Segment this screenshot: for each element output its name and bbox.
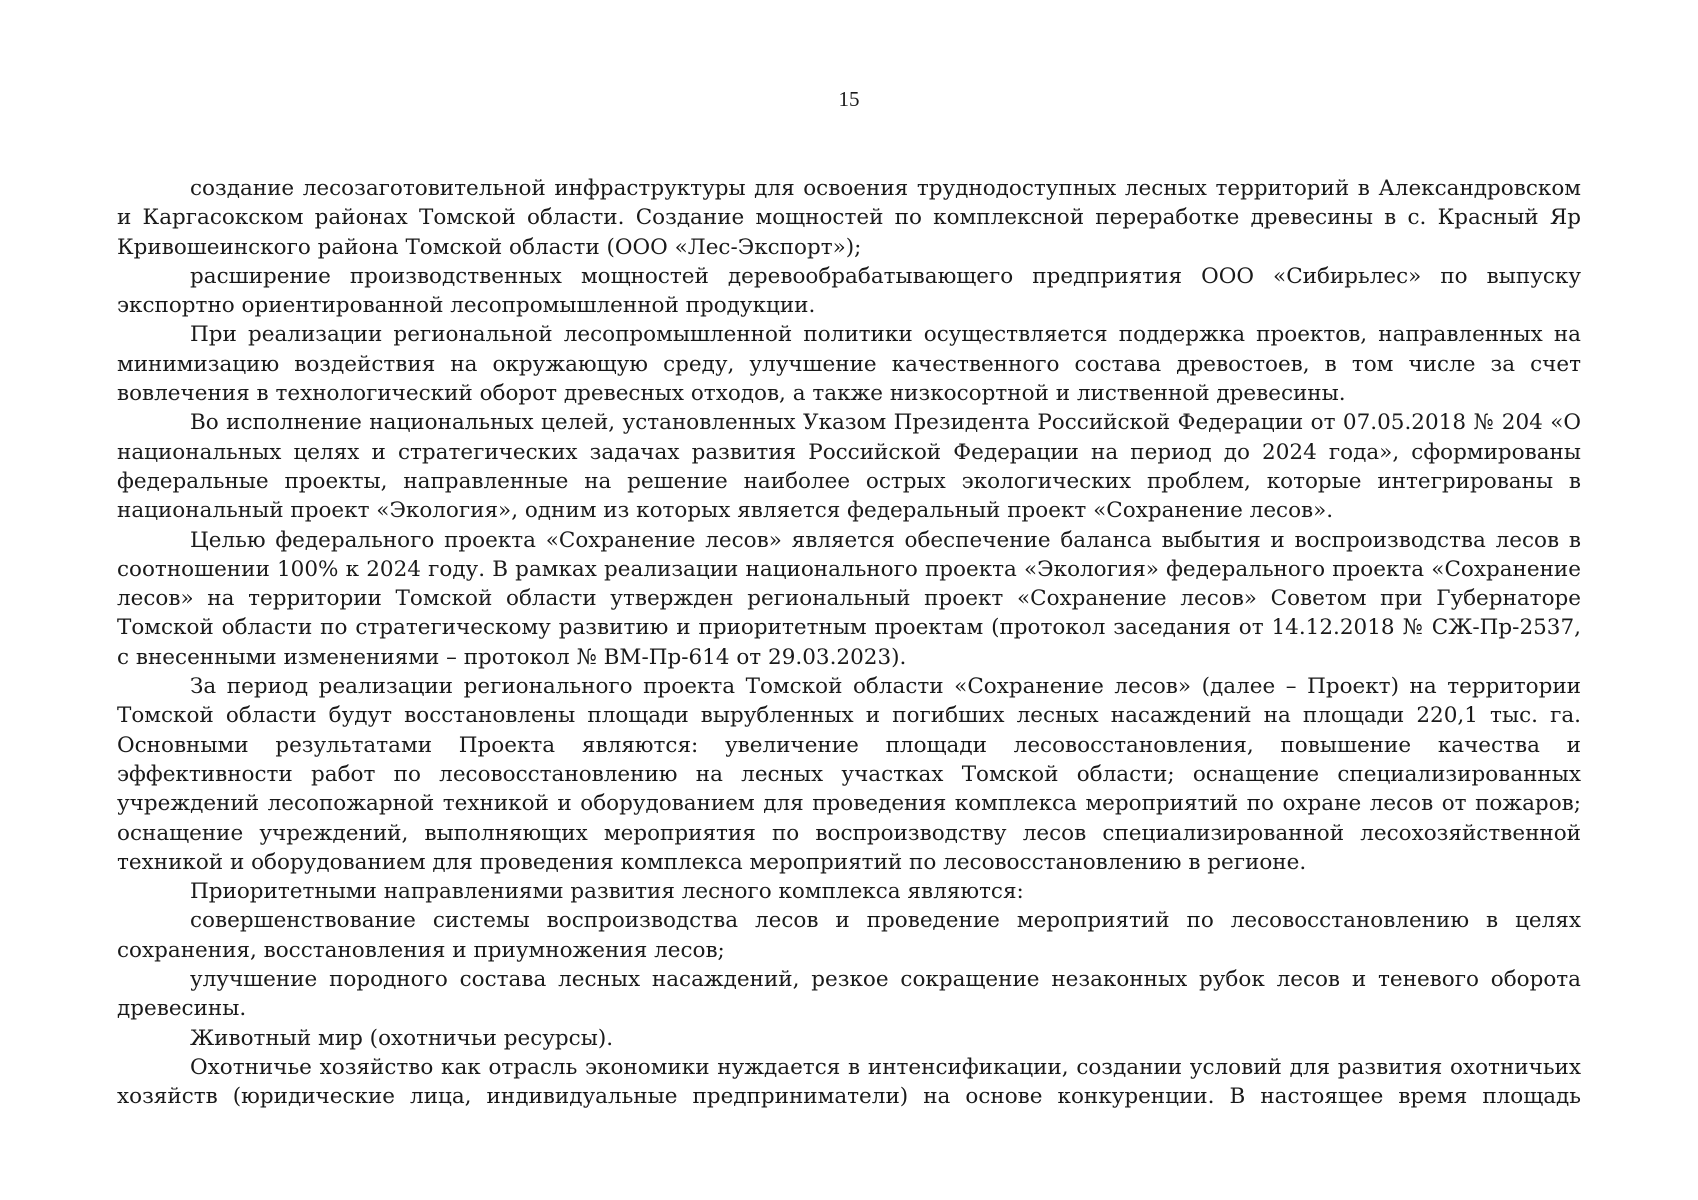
paragraph: При реализации региональной лесопромышленной политики осуществляется поддержка проектов, направленных на минимизацию воздействия на окружающую среду, улучшение качественного состава древостоев, в том числе за счет вовлечения в технологический оборот древесных отходов, а также низкосортной и лиственной древесины. <box>117 322 1581 407</box>
paragraph: Целью федерального проекта «Сохранение лесов» является обеспечение баланса выбытия и воспроизводства лесов в соотношении 100% к 2024 году. В рамках реализации национального проекта «Экология» федерального проекта «Сохранение лесов» на территории Томской области утвержден региональный проект «Сохранение лесов» Советом при Губернаторе Томской области по стратегическому развитию и приоритетным проектам (протокол заседания от 14.12.2018 № СЖ-Пр-2537, с внесенными изменениями – протокол № ВМ-Пр-614 от 29.03.2023). <box>117 527 1581 670</box>
paragraph: улучшение породного состава лесных насаждений, резкое сокращение незаконных рубок лесов и теневого оборота древесины. <box>117 967 1581 1022</box>
paragraph: расширение производственных мощностей деревообрабатывающего предприятия ООО «Сибирьлес» по выпуску экспортно ориентированной лесопромышленной продукции. <box>117 263 1581 319</box>
paragraph: совершенствование системы воспроизводства лесов и проведение мероприятий по лесовосстановлению в целях сохранения, восстановления и приумножения лесов; <box>117 908 1581 963</box>
page-number: 15 <box>838 87 860 111</box>
paragraph: За период реализации регионального проекта Томской области «Сохранение лесов» (далее – Проект) на территории Томской области будут восстановлены площади вырубленных и погибших лесных насаждений на площади 220,1 тыс. га. Основными результатами Проекта являются: увеличение площади лесовосстановления, повышение качества и эффективности работ по лесовосстановлению на лесных участках Томской области; оснащение специализированных учреждений лесопожарной техникой и оборудованием для проведения комплекса мероприятий по охране лесов от пожаров; оснащение учреждений, выполняющих мероприятия по воспроизводству лесов специализированной лесохозяйственной техникой и оборудованием для проведения комплекса мероприятий по лесовосстановлению в регионе. <box>117 674 1581 875</box>
paragraph: Во исполнение национальных целей, установленных Указом Президента Российской Федерации от 07.05.2018 № 204 «О национальных целях и стратегических задачах развития Российской Федерации на период до 2024 года», сформированы федеральные проекты, направленные на решение наиболее острых экологических проблем, которые интегрированы в национальный проект «Экология», одним из которых является федеральный проект «Сохранение лесов». <box>117 410 1581 524</box>
paragraph: создание лесозаготовительной инфраструктуры для освоения труднодоступных лесных территорий в Александровском и Каргасокском районах Томской области. Создание мощностей по комплексной переработке древесины в с. Красный Яр Кривошеинского района Томской области (ООО «Лес-Экспорт»); <box>117 176 1581 260</box>
paragraph: Приоритетными направлениями развития лесного комплекса являются: <box>190 879 1024 905</box>
body-text <box>117 174 1581 1112</box>
paragraph: Охотничье хозяйство как отрасль экономики нуждается в интенсификации, создании условий для развития охотничьих хозяйств (юридические лица, индивидуальные предприниматели) на основе конкуренции. В настоящее время площадь <box>117 1054 1581 1110</box>
paragraph: Животный мир (охотничьи ресурсы). <box>190 1025 614 1051</box>
